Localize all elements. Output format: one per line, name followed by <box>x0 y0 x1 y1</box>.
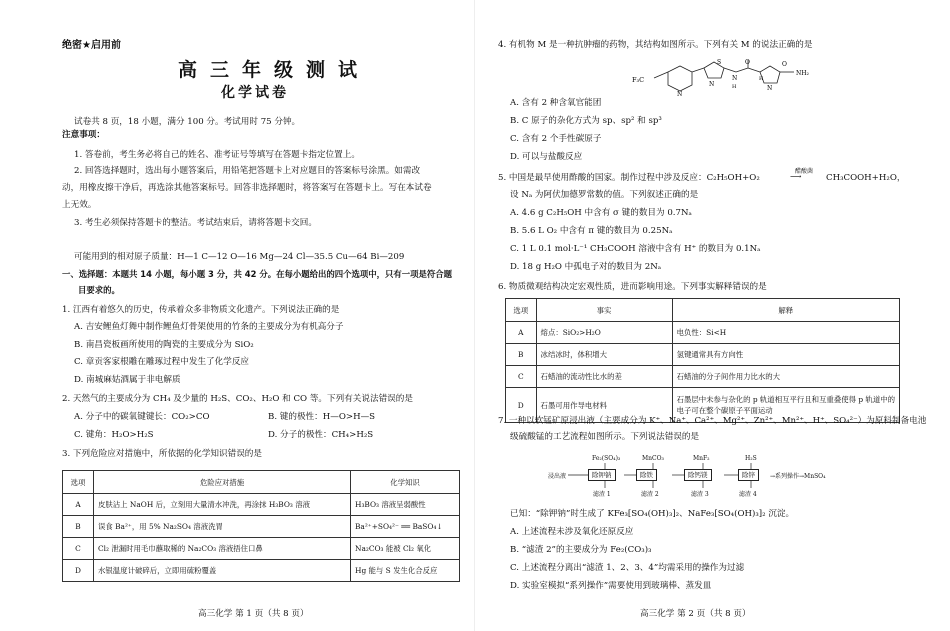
table-header: 选项 <box>506 299 537 322</box>
mol-label: S <box>717 59 722 66</box>
table-header: 危险应对措施 <box>94 471 351 494</box>
table-cell: B <box>506 344 537 366</box>
page-footer: 高三化学 第 2 页（共 8 页） <box>640 609 751 619</box>
note-3: 3. 考生必须保持答题卡的整洁。考试结束后，请将答题卡交回。 <box>74 218 317 228</box>
q7-option-c: C. 上述流程分离出“滤渣 1、2、3、4”均需采用的操作为过滤 <box>510 563 745 573</box>
secret-label: 绝密★启用前 <box>62 40 121 51</box>
q5-option-a: A. 4.6 g C₂H₅OH 中含有 σ 键的数目为 0.7Nₐ <box>510 208 692 218</box>
flow-box: 除钾钠 <box>588 469 616 481</box>
flow-filtrate: 滤渣 4 <box>739 491 757 498</box>
table-cell-line: 电子可在整个碳原子平面运动 <box>676 406 773 415</box>
section-1-heading: 一、选择题：本题共 14 小题，每小题 3 分，共 42 分。在每小题给出的四个选项中，只有一项是符合题 <box>62 269 453 279</box>
note-1: 1. 答卷前，考生务必将自己的姓名、准考证号等填写在答题卡指定位置上。 <box>74 150 360 160</box>
q6-stem: 6. 物质微观结构决定宏观性质，进而影响用途。下列事实解释错误的是 <box>498 282 767 292</box>
q2-option-b: B. 键的极性：H—O>H—S <box>268 412 376 422</box>
q4-option-b: B. C 原子的杂化方式为 sp、sp² 和 sp³ <box>510 116 662 126</box>
q7-stem: 7. 一种以软锰矿原浸出液（主要成分为 K⁺、Na⁺、Ca²⁺、Mg²⁺、Zn²⁺、Mn²⁺、H⁺、SO₄²⁻）为原料制备电池 <box>498 416 927 426</box>
flow-filtrate: 滤渣 2 <box>641 491 659 498</box>
table-cell: 氢键通常具有方向性 <box>672 344 899 366</box>
q7-option-d: D. 实验室模拟“系列操作”需要使用到玻璃棒、蒸发皿 <box>510 581 712 591</box>
q2-option-d: D. 分子的极性：CH₄>H₂S <box>268 430 374 440</box>
note-2-end: 上无效。 <box>62 200 97 210</box>
table-row <box>506 344 900 366</box>
q2-stem: 2. 天然气的主要成分为 CH₄ 及少量的 H₂S、CO₂、H₂O 和 CO 等。下列有关说法错误的是 <box>62 394 413 404</box>
table-cell: C <box>506 366 537 388</box>
table-cell: 冰结冰时，体积增大 <box>536 344 672 366</box>
table-cell: 石蜡油的流动性比水的差 <box>536 366 672 388</box>
q2-option-c: C. 键角：H₂O>H₂S <box>74 430 154 440</box>
table-header: 解释 <box>672 299 899 322</box>
mol-label: NH₂ <box>796 70 809 77</box>
flow-box: 除钙镁 <box>684 469 712 481</box>
q7-known: 已知：“除钾钠”时生成了 KFe₃[SO₄(OH)₃]₂、NaFe₃[SO₄(OH)₃]₂ 沉淀。 <box>510 509 795 519</box>
table-row <box>63 538 460 560</box>
exam-subtitle: 化学试卷 <box>221 85 289 101</box>
section-1-heading-cont: 目要求的。 <box>78 285 120 295</box>
flow-reagent: MnF₂ <box>693 455 710 462</box>
table-cell: Na₂CO₃ 能被 Cl₂ 氧化 <box>351 538 460 560</box>
table-cell: Ba²⁺+SO₄²⁻ ══ BaSO₄↓ <box>351 516 460 538</box>
table-cell: C <box>63 538 94 560</box>
flow-box: 除锌 <box>738 469 759 481</box>
table-cell: 熔点：SiO₂>H₂O <box>536 322 672 344</box>
atomic-mass-line: 可能用到的相对原子质量：H—1 C—12 O—16 Mg—24 Cl—35.5 Cu—64 Bi—209 <box>74 252 405 262</box>
table-cell: A <box>63 494 94 516</box>
q4-option-a: A. 含有 2 种含氧官能团 <box>510 98 602 108</box>
q2-option-a: A. 分子中的碳氧键键长：CO₂>CO <box>74 412 210 422</box>
table-row <box>63 494 460 516</box>
table-cell: D <box>63 560 94 582</box>
q7-process-flowchart <box>548 455 838 505</box>
table-header-row <box>506 299 900 322</box>
table-cell: 水银温度计破碎后，立即用硫粉覆盖 <box>94 560 351 582</box>
flow-box: 除铁 <box>636 469 657 481</box>
note-2: 2. 回答选择题时，选出每小题答案后，用铅笔把答题卡上对应题目的答案标号涂黑。如需改 <box>74 166 421 176</box>
exam-title: 高三年级测试 <box>178 59 371 81</box>
table-cell: D <box>506 388 537 423</box>
table-header: 化学知识 <box>351 471 460 494</box>
q3-stem: 3. 下列危险应对措施中，所依据的化学知识错误的是 <box>62 449 262 459</box>
note-2-cont: 动，用橡皮擦干净后，再选涂其他答案标号。回答非选择题时，将答案写在答题卡上。写在本试卷 <box>62 183 432 193</box>
table-header: 选项 <box>63 471 94 494</box>
table-row <box>63 516 460 538</box>
table-header-row <box>63 471 460 494</box>
table-cell: A <box>506 322 537 344</box>
molecule-m-structure <box>632 58 812 98</box>
q7-stem-cont: 级硫酸锰的工艺流程如图所示。下列说法错误的是 <box>510 432 700 442</box>
table-cell: Hg 能与 S 发生化合反应 <box>351 560 460 582</box>
q4-option-c: C. 含有 2 个手性碳原子 <box>510 134 602 144</box>
table-header: 事实 <box>536 299 672 322</box>
table-cell: 电负性：Si<H <box>672 322 899 344</box>
q4-stem: 4. 有机物 M 是一种抗肿瘤的药物，其结构如图所示。下列有关 M 的说法正确的是 <box>498 40 813 50</box>
flow-reagent: MnCO₃ <box>642 455 664 462</box>
intro-text: 试卷共 8 页，18 小题，满分 100 分。考试用时 75 分钟。 <box>74 117 301 127</box>
q7-option-a: A. 上述流程未涉及氧化还原反应 <box>510 527 634 537</box>
mol-label: H <box>759 76 764 82</box>
q1-option-c: C. 章贡客家根雕在雕琢过程中发生了化学反应 <box>74 357 250 367</box>
q5-option-d: D. 18 g H₂O 中孤电子对的数目为 2Nₐ <box>510 262 662 272</box>
table-row <box>63 560 460 582</box>
table-cell: H₃BO₃ 溶液呈弱酸性 <box>351 494 460 516</box>
table-cell: 石墨可用作导电材料 <box>536 388 672 423</box>
q4-option-d: D. 可以与盐酸反应 <box>510 152 583 162</box>
flow-filtrate: 滤渣 1 <box>593 491 611 498</box>
q5-stem: 5. 中国是最早使用酢酸的国家。制作过程中涉及反应：C₂H₅OH+O₂ <box>498 173 760 183</box>
table-cell-line: 石墨层中未参与杂化的 p 轨道相互平行且和互重叠使得 p 轨道中的 <box>676 395 895 404</box>
q1-option-a: A. 吉安鲤鱼灯舞中制作鲤鱼灯骨架使用的竹条的主要成分为有机高分子 <box>74 322 344 332</box>
q5-option-c: C. 1 L 0.1 mol·L⁻¹ CH₃COOH 溶液中含有 H⁺ 的数目为 0.1Nₐ <box>510 244 761 254</box>
notes-heading: 注意事项： <box>62 130 105 140</box>
flow-start: 浸出液 <box>548 473 567 480</box>
q5-option-b: B. 5.6 L O₂ 中含有 π 键的数目为 0.25Nₐ <box>510 226 673 236</box>
q5-stem-cont: CH₃COOH+H₂O， <box>826 173 906 183</box>
q1-option-d: D. 南城麻姑酒属于非电解质 <box>74 375 181 385</box>
table-cell: 误食 Ba²⁺，用 5% Na₂SO₄ 溶液洗胃 <box>94 516 351 538</box>
table-cell: 皮肤沾上 NaOH 后，立刻用大量清水冲洗，再涂抹 H₃BO₃ 溶液 <box>94 494 351 516</box>
flow-tail: →系列操作→MnSO₄ <box>770 473 826 480</box>
flow-reagent: H₂S <box>745 455 757 462</box>
mol-label: F₃C <box>632 76 645 84</box>
q3-table <box>62 470 460 582</box>
mol-label: N <box>677 91 683 98</box>
mol-label: H <box>732 84 737 90</box>
flow-reagent: Fe₂(SO₄)₃ <box>592 455 621 462</box>
table-row <box>506 366 900 388</box>
table-cell: Cl₂ 泄漏时用毛巾蘸取稀的 Na₂CO₃ 溶液捂住口鼻 <box>94 538 351 560</box>
mol-label: N <box>709 81 715 88</box>
mol-label: O <box>782 61 787 68</box>
q6-table <box>505 298 900 423</box>
reaction-arrow-icon: ⟶ <box>790 172 802 181</box>
table-cell: 石蜡油的分子间作用力比水的大 <box>672 366 899 388</box>
table-cell: B <box>63 516 94 538</box>
q5-catalyst: 醋酸菌 <box>795 168 814 175</box>
q5-stem-end: 设 Nₐ 为阿伏加德罗常数的值。下列叙述正确的是 <box>510 190 699 200</box>
q7-option-b: B. “滤渣 2”的主要成分为 Fe₂(CO₃)₃ <box>510 545 652 555</box>
q1-stem: 1. 江西有着悠久的历史，传承着众多非物质文化遗产。下列说法正确的是 <box>62 305 340 315</box>
flow-filtrate: 滤渣 3 <box>691 491 709 498</box>
mol-label: O <box>745 59 750 66</box>
table-row <box>506 322 900 344</box>
page-footer: 高三化学 第 1 页（共 8 页） <box>198 609 309 619</box>
mol-label: N <box>767 85 773 92</box>
mol-label: N <box>732 75 738 82</box>
q1-option-b: B. 南昌瓷板画所使用的陶瓷的主要成分为 SiO₂ <box>74 340 254 350</box>
